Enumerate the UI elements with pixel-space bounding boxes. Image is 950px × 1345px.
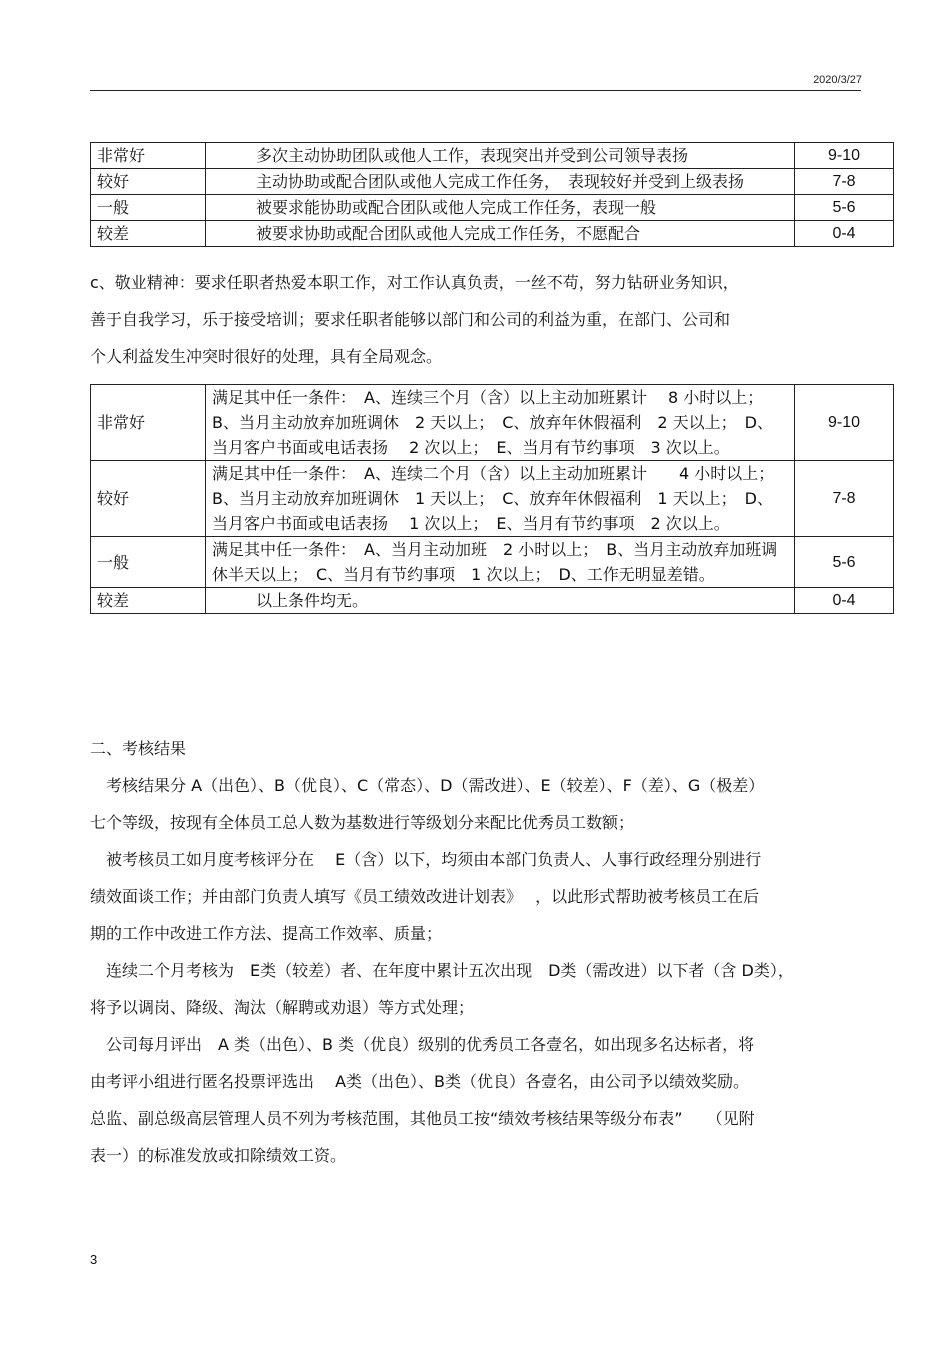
score-cell: 0-4: [795, 221, 894, 247]
grade-cell: 较差: [91, 221, 206, 247]
text-line: 将予以调岗、降级、淘汰（解聘或劝退）等方式处理；: [90, 998, 475, 1017]
score-cell: 7-8: [795, 169, 894, 195]
table-row: [91, 385, 894, 461]
grade-cell: 一般: [91, 195, 206, 221]
grade-cell: 较好: [91, 169, 206, 195]
description-cell: [206, 461, 795, 537]
table-row: [91, 588, 894, 614]
text-line: 被考核员工如月度考核评分在 E（含）以下，均须由本部门负责人、人事行政经理分别进行: [90, 850, 762, 869]
grade-cell: 非常好: [91, 385, 206, 461]
grade-cell: 一般: [91, 537, 206, 588]
text-line: 绩效面谈工作；并由部门负责人填写《员工绩效改进计划表》 ，以此形式帮助被考核员工在后: [90, 887, 760, 906]
score-cell: 5-6: [795, 195, 894, 221]
grade-cell: 较好: [91, 461, 206, 537]
description-cell: [206, 385, 795, 461]
text-line: c、敬业精神：要求任职者热爱本职工作，对工作认真负责，一丝不苟，努力钻研业务知识，: [90, 273, 739, 292]
description-cell: [206, 195, 795, 221]
header-date: 2020/3/27: [813, 74, 862, 86]
text-line: 由考评小组进行匿名投票评选出 A类（出色）、B类（优良）各壹名，由公司予以绩效奖励。: [90, 1072, 750, 1091]
text-line: 善于自我学习，乐于接受培训；要求任职者能够以部门和公司的利益为重，在部门、公司和: [90, 310, 731, 329]
assessment-results-section: [90, 730, 850, 1174]
dedication-paragraph: [90, 264, 850, 375]
score-cell: 9-10: [795, 385, 894, 461]
description-cell: [206, 221, 795, 247]
table-row: [91, 195, 894, 221]
description-text: 被要求协助或配合团队或他人完成工作任务，不愿配合: [256, 224, 641, 243]
dedication-grade-table: [90, 384, 894, 614]
score-cell: 7-8: [795, 461, 894, 537]
table-row: [91, 169, 894, 195]
text-line: 公司每月评出 A 类（出色）、B 类（优良）级别的优秀员工各壹名，如出现多名达标者，将: [90, 1035, 755, 1054]
description-text: 多次主动协助团队或他人工作，表现突出并受到公司领导表扬: [256, 146, 689, 165]
grade-cell: 非常好: [91, 143, 206, 169]
score-cell: 9-10: [795, 143, 894, 169]
description-cell: [206, 143, 795, 169]
score-cell: 5-6: [795, 537, 894, 588]
section-heading: 二、考核结果: [90, 739, 187, 758]
text-line: 考核结果分 A（出色）、B（优良）、C（常态）、D（需改进）、E（较差）、F（差）、G（极差）: [90, 776, 765, 795]
text-line: 期的工作中改进工作方法、提高工作效率、质量；: [90, 924, 443, 943]
description-cell: [206, 169, 795, 195]
description-text: 被要求能协助或配合团队或他人完成工作任务，表现一般: [256, 198, 657, 217]
description-text: 满足其中任一条件： A、连续三个月（含）以上主动加班累计 8 小时以上； B、当月主动放弃加班调休 2 天以上； C、放弃年休假福利 2 天以上； D、当月客户书面或电话表扬 2 次以上； E、当月有节约事项 3 次以上。: [212, 388, 774, 457]
description-text: 满足其中任一条件： A、当月主动加班 2 小时以上； B、当月主动放弃加班调休半天以上； C、当月有节约事项 1 次以上； D、工作无明显差错。: [212, 540, 778, 584]
table-row: [91, 143, 894, 169]
description-text: 满足其中任一条件： A、连续二个月（含）以上主动加班累计 4 小时以上； B、当月主动放弃加班调休 1 天以上； C、放弃年休假福利 1 天以上； D、当月客户书面或电话表扬 1 次以上； E、当月有节约事项 2 次以上。: [212, 464, 783, 533]
table-row: [91, 221, 894, 247]
table-row: [91, 461, 894, 537]
text-line: 七个等级，按现有全体员工总人数为基数进行等级划分来配比优秀员工数额；: [90, 813, 635, 832]
description-text: 以上条件均无。: [256, 591, 369, 610]
description-cell: [206, 588, 795, 614]
text-line: 个人利益发生冲突时很好的处理，具有全局观念。: [90, 347, 443, 366]
text-line: 总监、副总级高层管理人员不列为考核范围，其他员工按“绩效考核结果等级分布表” （见附: [90, 1109, 755, 1128]
description-text: 主动协助或配合团队或他人完成工作任务， 表现较好并受到上级表扬: [256, 172, 745, 191]
page-number: 3: [90, 1252, 98, 1267]
cooperation-grade-table: [90, 142, 894, 247]
description-cell: [206, 537, 795, 588]
table-row: [91, 537, 894, 588]
text-line: 表一）的标准发放或扣除绩效工资。: [90, 1146, 347, 1165]
grade-cell: 较差: [91, 588, 206, 614]
score-cell: 0-4: [795, 588, 894, 614]
header-rule: [90, 90, 861, 91]
text-line: 连续二个月考核为 E类（较差）者、在年度中累计五次出现 D类（需改进）以下者（含 D类），: [90, 961, 794, 980]
